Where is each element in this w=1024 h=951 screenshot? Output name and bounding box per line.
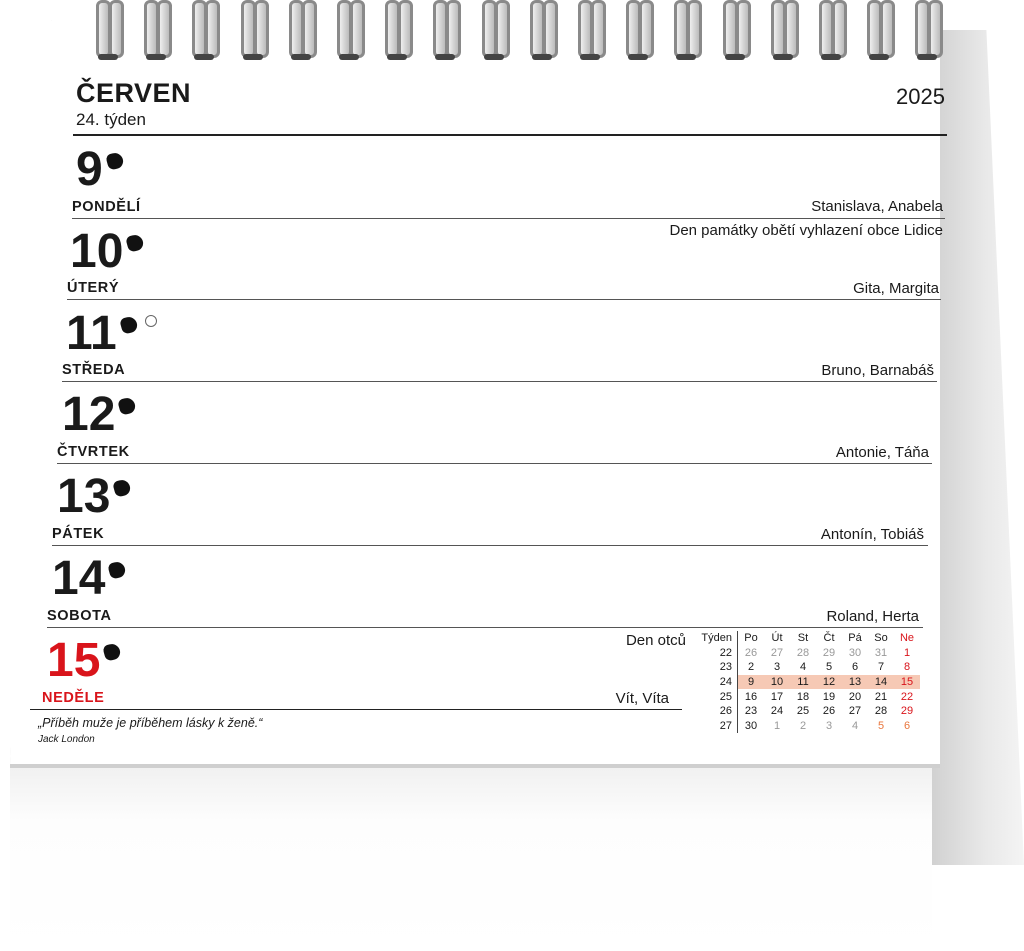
day-divider bbox=[30, 709, 682, 710]
mini-day: 3 bbox=[825, 719, 833, 732]
mini-day: 30 bbox=[744, 719, 758, 732]
moon-icon bbox=[118, 396, 138, 416]
mini-header-day: Út bbox=[771, 632, 783, 645]
mini-day: 27 bbox=[848, 705, 862, 718]
mini-day: 4 bbox=[799, 661, 807, 674]
namedays: Bruno, Barnabáš bbox=[821, 362, 934, 379]
holiday-event: Den otců bbox=[625, 632, 686, 649]
namedays: Stanislava, Anabela bbox=[811, 198, 943, 215]
mini-day: 1 bbox=[903, 646, 911, 659]
mini-day: 12 bbox=[816, 675, 842, 690]
mini-calendar-row bbox=[698, 646, 920, 661]
mini-day: 10 bbox=[764, 675, 790, 690]
holiday-event: Den památky obětí vyhlazení obce Lidice bbox=[669, 222, 943, 239]
mini-day: 29 bbox=[900, 705, 914, 718]
mini-week-number: 25 bbox=[698, 689, 738, 704]
mini-week-number: 22 bbox=[698, 646, 738, 661]
day-number: 9 bbox=[76, 143, 103, 196]
mini-calendar-row-current bbox=[698, 675, 920, 690]
moon-icon bbox=[103, 642, 123, 662]
mini-day: 27 bbox=[770, 646, 784, 659]
mini-header-day: Čt bbox=[823, 632, 835, 645]
mini-header-day: Po bbox=[744, 632, 758, 645]
day-name: ÚTERÝ bbox=[67, 280, 120, 296]
mini-day: 11 bbox=[790, 675, 816, 690]
day-number: 13 bbox=[57, 470, 111, 523]
namedays: Antonie, Táňa bbox=[835, 444, 929, 461]
spiral-ring-icon bbox=[241, 0, 263, 60]
mini-day: 30 bbox=[848, 646, 862, 659]
mini-day: 17 bbox=[770, 690, 784, 703]
mini-day: 26 bbox=[822, 705, 836, 718]
mini-day: 9 bbox=[738, 675, 765, 690]
mini-day: 7 bbox=[877, 661, 885, 674]
mini-header-day: So bbox=[874, 632, 888, 645]
day-name: SOBOTA bbox=[47, 608, 112, 624]
mini-day: 6 bbox=[851, 661, 859, 674]
mini-calendar bbox=[698, 631, 920, 733]
mini-header-day: St bbox=[797, 632, 809, 645]
day-name: PÁTEK bbox=[52, 526, 105, 542]
mini-day: 2 bbox=[799, 719, 807, 732]
spiral-ring-icon bbox=[144, 0, 166, 60]
day-divider bbox=[67, 299, 941, 300]
moon-icon bbox=[126, 233, 146, 253]
mini-day: 20 bbox=[848, 690, 862, 703]
calendar-page-edge bbox=[10, 764, 940, 768]
mini-week-number: 27 bbox=[698, 719, 738, 734]
day-divider bbox=[62, 381, 937, 382]
quote-text: „Příběh muže je příběhem lásky k ženě.“ bbox=[38, 716, 263, 730]
day-divider bbox=[47, 627, 923, 628]
day-divider bbox=[72, 218, 945, 219]
mini-day: 18 bbox=[796, 690, 810, 703]
mini-header-day: Ne bbox=[899, 632, 915, 645]
mini-day: 2 bbox=[747, 661, 755, 674]
day-divider bbox=[57, 463, 932, 464]
mini-day: 28 bbox=[874, 705, 888, 718]
mini-calendar-header bbox=[698, 631, 920, 646]
day-number: 11 bbox=[66, 307, 117, 360]
spiral-ring-icon bbox=[578, 0, 600, 60]
namedays: Vít, Víta bbox=[615, 690, 669, 707]
calendar-stand-back bbox=[930, 30, 1024, 865]
spiral-ring-icon bbox=[289, 0, 311, 60]
mini-day: 13 bbox=[842, 675, 868, 690]
mini-calendar-row bbox=[698, 719, 920, 734]
moon-icon bbox=[108, 560, 128, 580]
mini-day: 25 bbox=[796, 705, 810, 718]
spiral-ring-icon bbox=[192, 0, 214, 60]
week-number: 24. týden bbox=[76, 110, 146, 129]
mini-day: 28 bbox=[796, 646, 810, 659]
mini-week-number: 24 bbox=[698, 675, 738, 690]
spiral-ring-icon bbox=[915, 0, 937, 60]
mini-day: 22 bbox=[900, 690, 914, 703]
spiral-ring-icon bbox=[433, 0, 455, 60]
mini-day: 1 bbox=[773, 719, 781, 732]
mini-day: 29 bbox=[822, 646, 836, 659]
mini-day: 19 bbox=[822, 690, 836, 703]
day-name: PONDĚLÍ bbox=[72, 199, 141, 215]
mini-day: 5 bbox=[825, 661, 833, 674]
mini-day: 21 bbox=[874, 690, 888, 703]
spiral-ring-icon bbox=[674, 0, 696, 60]
header-divider bbox=[73, 134, 947, 136]
spiral-ring-icon bbox=[626, 0, 648, 60]
mini-day: 4 bbox=[851, 719, 859, 732]
mini-calendar-row bbox=[698, 689, 920, 704]
mini-day: 6 bbox=[903, 719, 911, 732]
moon-icon bbox=[119, 315, 139, 335]
mini-day: 5 bbox=[877, 719, 885, 732]
namedays: Antonín, Tobiáš bbox=[820, 526, 924, 543]
spiral-ring-icon bbox=[385, 0, 407, 60]
spiral-ring-icon bbox=[867, 0, 889, 60]
mini-day: 14 bbox=[868, 675, 894, 690]
day-number: 12 bbox=[62, 388, 116, 441]
day-name: ČTVRTEK bbox=[57, 444, 130, 460]
mini-day: 26 bbox=[744, 646, 758, 659]
spiral-ring-icon bbox=[530, 0, 552, 60]
day-name: STŘEDA bbox=[62, 362, 126, 378]
mini-day: 16 bbox=[744, 690, 758, 703]
spiral-ring-icon bbox=[771, 0, 793, 60]
mini-day: 31 bbox=[874, 646, 888, 659]
spiral-ring-icon bbox=[96, 0, 118, 60]
day-number: 14 bbox=[52, 552, 106, 605]
mini-calendar-row bbox=[698, 660, 920, 675]
spiral-ring-icon bbox=[337, 0, 359, 60]
moon-icon bbox=[105, 151, 125, 171]
spiral-ring-icon bbox=[482, 0, 504, 60]
mini-calendar-row bbox=[698, 704, 920, 719]
mini-week-number: 23 bbox=[698, 660, 738, 675]
moon-icon bbox=[113, 478, 133, 498]
spiral-ring-icon bbox=[819, 0, 841, 60]
day-number: 15 bbox=[47, 634, 101, 687]
mini-header-day: Pá bbox=[848, 632, 862, 645]
year: 2025 bbox=[896, 84, 945, 109]
mini-day: 15 bbox=[894, 675, 920, 690]
quote-author: Jack London bbox=[38, 734, 95, 745]
mini-header-week: Týden bbox=[698, 631, 738, 646]
calendar-stand-base bbox=[10, 765, 932, 951]
full-moon-icon bbox=[145, 315, 157, 327]
day-divider bbox=[52, 545, 928, 546]
mini-day: 24 bbox=[770, 705, 784, 718]
day-name: NEDĚLE bbox=[42, 690, 105, 706]
mini-day: 8 bbox=[903, 661, 911, 674]
month-title: ČERVEN bbox=[76, 78, 192, 108]
mini-week-number: 26 bbox=[698, 704, 738, 719]
namedays: Roland, Herta bbox=[826, 608, 919, 625]
mini-day: 3 bbox=[773, 661, 781, 674]
day-number: 10 bbox=[70, 225, 124, 278]
mini-day: 23 bbox=[744, 705, 758, 718]
spiral-ring-icon bbox=[723, 0, 745, 60]
namedays: Gita, Margita bbox=[853, 280, 939, 297]
